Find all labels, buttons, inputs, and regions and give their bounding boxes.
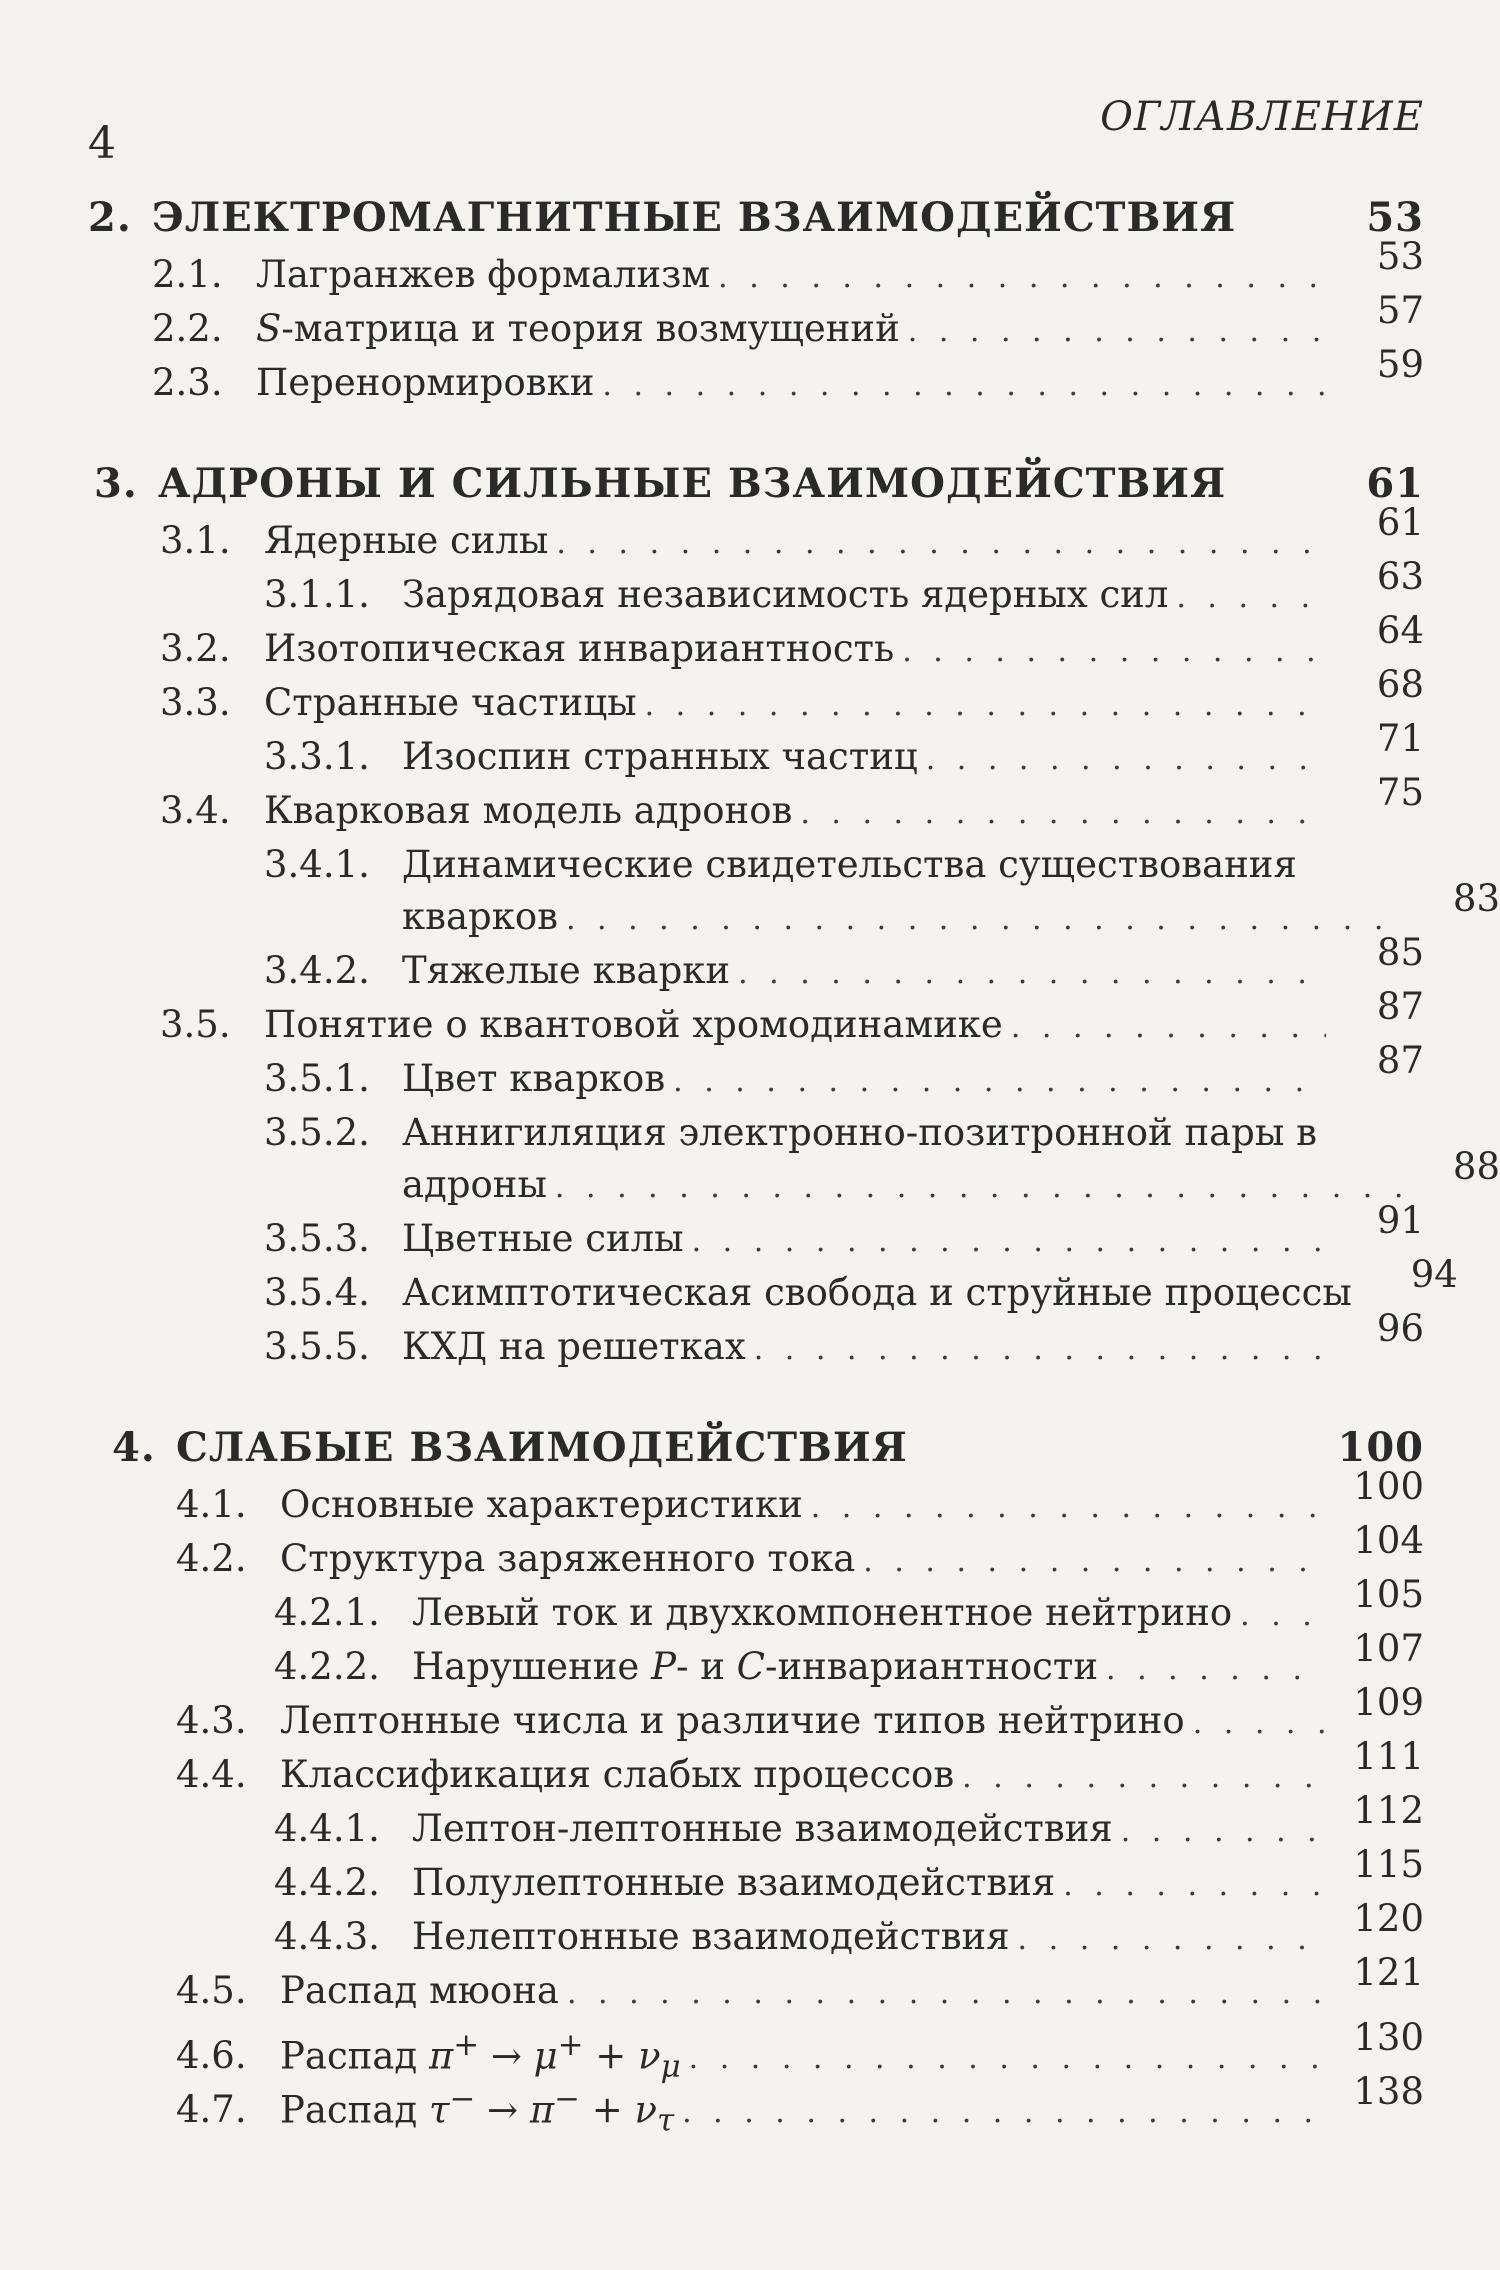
entry-page: 85 (1376, 931, 1424, 974)
entry-title: Динамические свидетельства существования (402, 843, 1297, 886)
entry-page: 100 (1353, 1465, 1424, 1508)
entry-title: Понятие о квантовой хромодинамике (264, 1003, 1003, 1046)
entry-page: 71 (1376, 717, 1424, 760)
entry-page: 59 (1376, 343, 1424, 386)
chapter-title: ЭЛЕКТРОМАГНИТНЫЕ ВЗАИМОДЕЙСТВИЯ (152, 194, 1237, 241)
leader-dots (811, 1481, 1326, 1535)
entry-page: 115 (1353, 1843, 1424, 1886)
toc-subentry[interactable] (0, 1106, 1500, 1158)
entry-title: Структура заряженного тока (280, 1537, 856, 1580)
entry-page: 57 (1376, 289, 1424, 332)
entry-title-continued: адроны (402, 1163, 547, 1206)
entry-page: 104 (1353, 1519, 1424, 1562)
entry-title: Распад $\tau^- \to \pi^- + \nu_\tau$ (280, 2081, 675, 2139)
entry-number: 4.4.1. (274, 1807, 380, 1850)
leader-dots (682, 2086, 1326, 2140)
toc-chapter (0, 188, 1500, 410)
entry-page: 64 (1376, 609, 1424, 652)
leader-dots (908, 305, 1326, 359)
entry-title: Лагранжев формализм (256, 253, 711, 296)
entry-title-rest: -матрица и теория возмущений (281, 307, 900, 350)
entry-title: Кварковая модель адронов (264, 789, 793, 832)
chapter-number: 4. (112, 1424, 156, 1471)
toc-entry[interactable] (0, 235, 1500, 302)
entry-number: 2.2. (152, 307, 223, 350)
entry-page: 107 (1353, 1627, 1424, 1670)
entry-page: 111 (1353, 1735, 1424, 1778)
toc-entry[interactable] (0, 1735, 1500, 1802)
toc-subentry[interactable] (0, 1627, 1500, 1694)
entry-page: 130 (1353, 2016, 1424, 2060)
entry-number: 3.5.5. (264, 1325, 370, 1368)
leader-dots (1018, 1913, 1326, 1967)
chapter-number: 2. (88, 194, 132, 241)
leader-dots (567, 1967, 1326, 2021)
toc-entry[interactable] (0, 1519, 1500, 1586)
entry-title: Изоспин странных частиц (402, 735, 918, 778)
entry-page: 94 (1410, 1253, 1458, 1296)
entry-title: Классификация слабых процессов (280, 1753, 955, 1796)
toc-chapter (0, 454, 1500, 1374)
entry-number: 4.4.2. (274, 1861, 380, 1904)
entry-page: 138 (1353, 2070, 1424, 2114)
entry-title: Полулептонные взаимодействия (412, 1861, 1056, 1904)
entry-page: 120 (1353, 1897, 1424, 1940)
entry-title: Лептонные числа и различие типов нейтрино (280, 1699, 1185, 1742)
entry-number: 4.3. (176, 1699, 247, 1742)
toc-subentry[interactable] (0, 1897, 1500, 1964)
chapter-title: АДРОНЫ И СИЛЬНЫЕ ВЗАИМОДЕЙСТВИЯ (158, 460, 1227, 507)
entry-title: Тяжелые кварки (402, 949, 731, 992)
entry-number: 4.4.3. (274, 1915, 380, 1958)
leader-dots (863, 1535, 1326, 1589)
entry-number: 3.2. (160, 627, 231, 670)
entry-number: 3.1.1. (264, 573, 370, 616)
toc-subentry[interactable] (0, 1573, 1500, 1640)
page-number: 4 (88, 118, 116, 169)
leader-dots (1240, 1589, 1326, 1643)
entry-number: 4.2. (176, 1537, 247, 1580)
entry-title: Цветные силы (402, 1217, 684, 1260)
entry-page: 88 (1452, 1145, 1500, 1188)
chapter-title: СЛАБЫЕ ВЗАИМОДЕЙСТВИЯ (176, 1424, 908, 1471)
leader-dots (962, 1751, 1326, 1805)
leader-dots (754, 1323, 1326, 1377)
leader-dots (1193, 1697, 1326, 1751)
toc-subentry-continuation[interactable] (0, 1145, 1500, 1212)
entry-number: 3.5.3. (264, 1217, 370, 1260)
chapter-heading[interactable] (0, 1418, 1500, 1478)
entry-number: 2.3. (152, 361, 223, 404)
toc-subentry-continuation[interactable] (0, 877, 1500, 944)
chapter-heading[interactable] (0, 188, 1500, 248)
leader-dots (602, 359, 1326, 413)
entry-number: 4.4. (176, 1753, 247, 1796)
leader-dots (1063, 1859, 1326, 1913)
entry-number: 3.5.2. (264, 1111, 370, 1154)
entry-page: 112 (1353, 1789, 1424, 1832)
entry-title (256, 302, 900, 356)
entry-title: Левый ток и двухкомпонентное нейтрино (412, 1591, 1233, 1634)
entry-number: 3.4. (160, 789, 231, 832)
entry-number: 4.2.1. (274, 1591, 380, 1634)
leader-dots (556, 517, 1326, 571)
entry-number: 3.3. (160, 681, 231, 724)
chapter-page: 100 (1337, 1424, 1424, 1471)
entry-number: 4.7. (176, 2088, 247, 2132)
toc-entry[interactable] (0, 2016, 1500, 2085)
entry-page: 96 (1376, 1307, 1424, 1350)
toc-subentry[interactable] (0, 717, 1500, 784)
chapter-page: 53 (1366, 194, 1424, 241)
leader-dots (1011, 1001, 1326, 1055)
entry-page: 87 (1376, 985, 1424, 1028)
entry-title: Нелептонные взаимодействия (412, 1915, 1010, 1958)
entry-number: 3.5. (160, 1003, 231, 1046)
entry-page: 68 (1376, 663, 1424, 706)
entry-number: 2.1. (152, 253, 223, 296)
entry-page: 83 (1452, 877, 1500, 920)
entry-page: 109 (1353, 1681, 1424, 1724)
toc-entry[interactable] (0, 1681, 1500, 1748)
entry-page: 121 (1353, 1951, 1424, 1994)
entry-title: Ядерные силы (264, 519, 549, 562)
toc-subentry[interactable] (0, 555, 1500, 622)
toc-entry[interactable] (0, 663, 1500, 730)
toc-entry[interactable] (0, 2070, 1500, 2139)
toc-entry[interactable] (0, 501, 1500, 568)
leader-dots (718, 251, 1326, 305)
leader-dots (692, 1215, 1326, 1269)
entry-title: Лептон-лептонные взаимодействия (412, 1807, 1113, 1850)
entry-number: 3.3.1. (264, 735, 370, 778)
leader-dots (1121, 1805, 1326, 1859)
leader-dots (673, 1055, 1326, 1109)
toc-subentry[interactable] (0, 1199, 1500, 1266)
italic-s: S (256, 307, 282, 350)
toc-subentry[interactable] (0, 1253, 1500, 1320)
chapter-heading[interactable] (0, 454, 1500, 514)
entry-number: 3.1. (160, 519, 231, 562)
entry-number: 3.4.1. (264, 843, 370, 886)
toc-chapter (0, 1418, 1500, 2139)
chapter-page: 61 (1366, 460, 1424, 507)
toc-subentry[interactable] (0, 931, 1500, 998)
entry-title: Аннигиляция электронно-позитронной пары в (402, 1111, 1317, 1154)
entry-page: 105 (1353, 1573, 1424, 1616)
entry-title: Изотопическая инвариантность (264, 627, 895, 670)
chapter-number: 3. (94, 460, 138, 507)
entry-number: 4.6. (176, 2034, 247, 2078)
entry-title: Зарядовая независимость ядерных сил (402, 573, 1169, 616)
entry-title: Асимптотическая свобода и струйные процессы (402, 1271, 1352, 1314)
toc-entry[interactable] (0, 1465, 1500, 1532)
entry-title: Странные частицы (264, 681, 637, 724)
leader-dots (555, 1161, 1402, 1215)
entry-number: 3.5.1. (264, 1057, 370, 1100)
entry-number: 3.5.4. (264, 1271, 370, 1314)
entry-page: 61 (1376, 501, 1424, 544)
toc-subentry[interactable] (0, 1843, 1500, 1910)
running-head: ОГЛАВЛЕНИЕ (1100, 94, 1424, 140)
toc-entry[interactable] (0, 985, 1500, 1052)
entry-title-continued: кварков (402, 895, 558, 938)
entry-page: 91 (1376, 1199, 1424, 1242)
leader-dots (926, 733, 1326, 787)
page-header (88, 88, 1424, 169)
entry-page: 75 (1376, 771, 1424, 814)
table-of-contents (0, 188, 1500, 2170)
leader-dots (800, 787, 1326, 841)
toc-entry[interactable] (0, 1951, 1500, 2018)
entry-title: Цвет кварков (402, 1057, 666, 1100)
toc-subentry[interactable] (0, 838, 1500, 890)
entry-title: Перенормировки (256, 361, 595, 404)
toc-subentry[interactable] (0, 1039, 1500, 1106)
leader-dots (902, 625, 1326, 679)
entry-page: 87 (1376, 1039, 1424, 1082)
entry-number: 3.4.2. (264, 949, 370, 992)
toc-entry[interactable] (0, 289, 1500, 356)
toc-entry[interactable] (0, 343, 1500, 410)
entry-title: Распад $\pi^+ \to \mu^+ + \nu_\mu$ (280, 2027, 681, 2085)
leader-dots (738, 947, 1326, 1001)
entry-title: Основные характеристики (280, 1483, 803, 1526)
entry-number: 4.2.2. (274, 1645, 380, 1688)
toc-subentry[interactable] (0, 1307, 1500, 1374)
entry-title: Распад мюона (280, 1969, 559, 2012)
entry-title: КХД на решетках (402, 1325, 746, 1368)
toc-entry[interactable] (0, 771, 1500, 838)
toc-entry[interactable] (0, 609, 1500, 676)
leader-dots (1176, 571, 1326, 625)
entry-number: 4.5. (176, 1969, 247, 2012)
entry-page: 53 (1376, 235, 1424, 278)
entry-page: 63 (1376, 555, 1424, 598)
leader-dots (566, 893, 1402, 947)
entry-number: 4.1. (176, 1483, 247, 1526)
leader-dots (645, 679, 1326, 733)
entry-title: Нарушение P- и C-инвариантности (412, 1645, 1099, 1688)
leader-dots (1106, 1643, 1326, 1697)
toc-subentry[interactable] (0, 1789, 1500, 1856)
